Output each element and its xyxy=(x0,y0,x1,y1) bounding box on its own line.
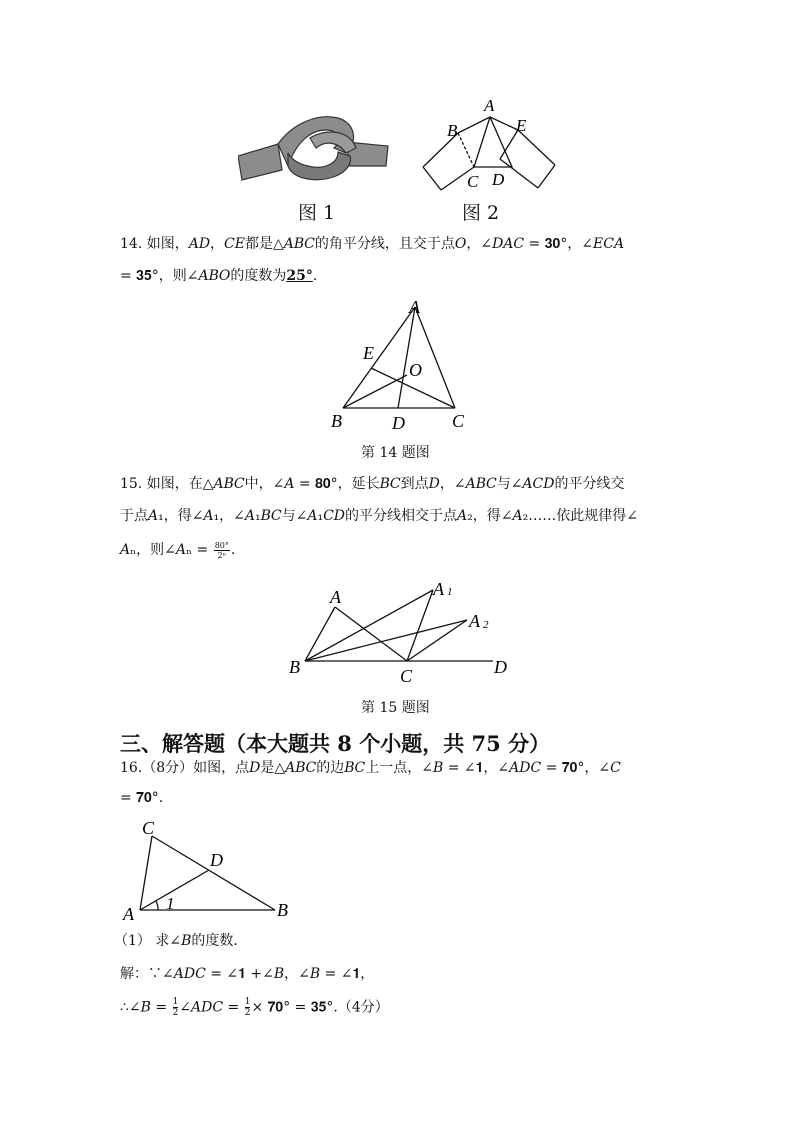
fig2-label-d: D xyxy=(492,170,505,189)
q15-line-ba2 xyxy=(305,620,467,661)
q16-segment-ad xyxy=(140,870,209,910)
q14-bisector-ad xyxy=(398,307,415,408)
q15-label-c: C xyxy=(400,666,413,686)
q14-label-o: O xyxy=(409,360,422,380)
q16-figure xyxy=(118,812,298,924)
q15-label-a: A xyxy=(330,587,341,607)
q16-half1-num: 1 xyxy=(172,997,179,1007)
figure-2-folded-strip xyxy=(415,95,565,195)
q14-line2 xyxy=(120,266,317,286)
q15-line1: 15. 如图，在△𝐴𝐵𝐶中，∠𝐴 = 𝟖𝟎°，延长𝐵𝐶到点𝐷，∠𝐴𝐵𝐶与∠𝐴𝐶𝐷的平分线交 xyxy=(120,476,625,492)
fig2-right-end xyxy=(538,165,555,188)
q15-line3-text: 𝐴ₙ，则∠𝐴ₙ = xyxy=(120,542,209,558)
q16-label-c: C xyxy=(142,818,155,838)
q15-line-ca1 xyxy=(407,590,433,661)
fig2-dashed-bc xyxy=(458,133,474,167)
q14-label-e: E xyxy=(363,343,374,363)
section-3-heading: 三、解答题（本大题共 8 个小题，共 75 分） xyxy=(120,731,551,756)
knot-loop-bottom xyxy=(288,152,350,180)
q16-sol-part-b: ∠𝐴𝐷𝐶 = xyxy=(179,999,240,1016)
q16-half-fraction-1 xyxy=(173,997,179,1018)
figure-2-caption: 图 2 xyxy=(462,202,500,224)
q16-angle-1-arc xyxy=(156,901,158,910)
q16-half1-den: 2 xyxy=(172,1008,179,1018)
knot-left-strip xyxy=(238,144,282,180)
q14-line1: 14. 如图，𝐴𝐷，𝐶𝐸都是△𝐴𝐵𝐶的角平分线，且交于点𝑂，∠𝐷𝐴𝐶 = 𝟑𝟎°，∠𝐸𝐶𝐴 xyxy=(120,236,625,252)
q16-half2-num: 1 xyxy=(244,997,251,1007)
q14-side-ac xyxy=(415,307,455,408)
q16-line1: 16.（8分）如图，点𝐷是△𝐴𝐵𝐶的边𝐵𝐶上一点，∠𝐵 = ∠𝟏，∠𝐴𝐷𝐶 = 𝟕𝟎°，∠𝐶 xyxy=(120,760,621,776)
q15-side-ac xyxy=(335,607,407,661)
q15-label-a2: A xyxy=(469,611,480,631)
q14-label-a: A xyxy=(409,297,420,317)
q15-frac-den: 2ⁿ xyxy=(217,550,227,560)
fig2-left-end xyxy=(423,167,441,190)
q16-half2-den: 2 xyxy=(244,1008,251,1018)
q15-figure xyxy=(285,575,515,687)
q14-line2-end: . xyxy=(312,268,318,284)
q16-side-ac xyxy=(140,836,152,910)
fig2-right-bottom xyxy=(500,159,538,188)
q14-segment-bo xyxy=(343,375,407,408)
fig2-label-b: B xyxy=(447,121,458,140)
q16-solution-line1: 解：∵∠𝐴𝐷𝐶 = ∠𝟏 +∠𝐵，∠𝐵 = ∠𝟏， xyxy=(120,966,375,982)
figure-1-knot xyxy=(238,108,390,186)
q15-label-b: B xyxy=(289,657,300,677)
fig2-label-e: E xyxy=(516,116,527,135)
q16-label-a: A xyxy=(123,904,134,924)
q14-label-b: B xyxy=(331,411,342,431)
q14-figure xyxy=(325,295,475,433)
q15-label-a2-sub: 2 xyxy=(483,619,489,631)
q16-label-d: D xyxy=(210,850,223,870)
q16-sol-part-c: × 𝟕𝟎° = 𝟑𝟓°.（4分） xyxy=(251,999,389,1016)
q14-side-ab xyxy=(343,307,415,408)
figure-1-caption: 图 1 xyxy=(298,202,336,224)
q15-label-a1: A xyxy=(433,579,444,599)
q15-fraction xyxy=(214,541,230,560)
q15-line2: 于点𝐴₁，得∠𝐴₁，∠𝐴₁𝐵𝐶与∠𝐴₁𝐶𝐷的平分线相交于点𝐴₂，得∠𝐴₂……依此规律得∠ xyxy=(120,508,638,524)
q16-line2: = 𝟕𝟎°. xyxy=(120,790,164,806)
q14-label-c: C xyxy=(452,411,465,431)
fig2-label-c: C xyxy=(467,172,479,191)
q15-frac-num: 80° xyxy=(214,540,229,550)
q15-line3-end: . xyxy=(230,542,236,558)
q15-label-d: D xyxy=(494,657,507,677)
q16-half-fraction-2 xyxy=(245,997,251,1018)
q15-line-ca2 xyxy=(407,620,467,661)
q16-label-angle-1: 1 xyxy=(166,894,175,913)
q15-caption: 第 15 题图 xyxy=(361,700,430,716)
q15-line3 xyxy=(120,540,235,560)
q14-caption: 第 14 题图 xyxy=(361,445,430,461)
q14-label-d: D xyxy=(392,413,405,433)
q14-line2-text: = 𝟑𝟓°，则∠𝐴𝐵𝑂的度数为 xyxy=(120,268,287,284)
fig2-label-a: A xyxy=(484,96,495,115)
q16-solution-line2 xyxy=(120,997,389,1018)
q14-answer: 25° xyxy=(286,268,313,284)
q15-label-a1-sub: 1 xyxy=(447,586,453,598)
fig2-right-outer-top xyxy=(518,130,555,165)
q16-part1: （1） 求∠𝐵的度数. xyxy=(114,933,238,949)
q16-label-b: B xyxy=(277,900,288,920)
q16-sol-part-a: ∴∠𝐵 = xyxy=(120,999,168,1016)
